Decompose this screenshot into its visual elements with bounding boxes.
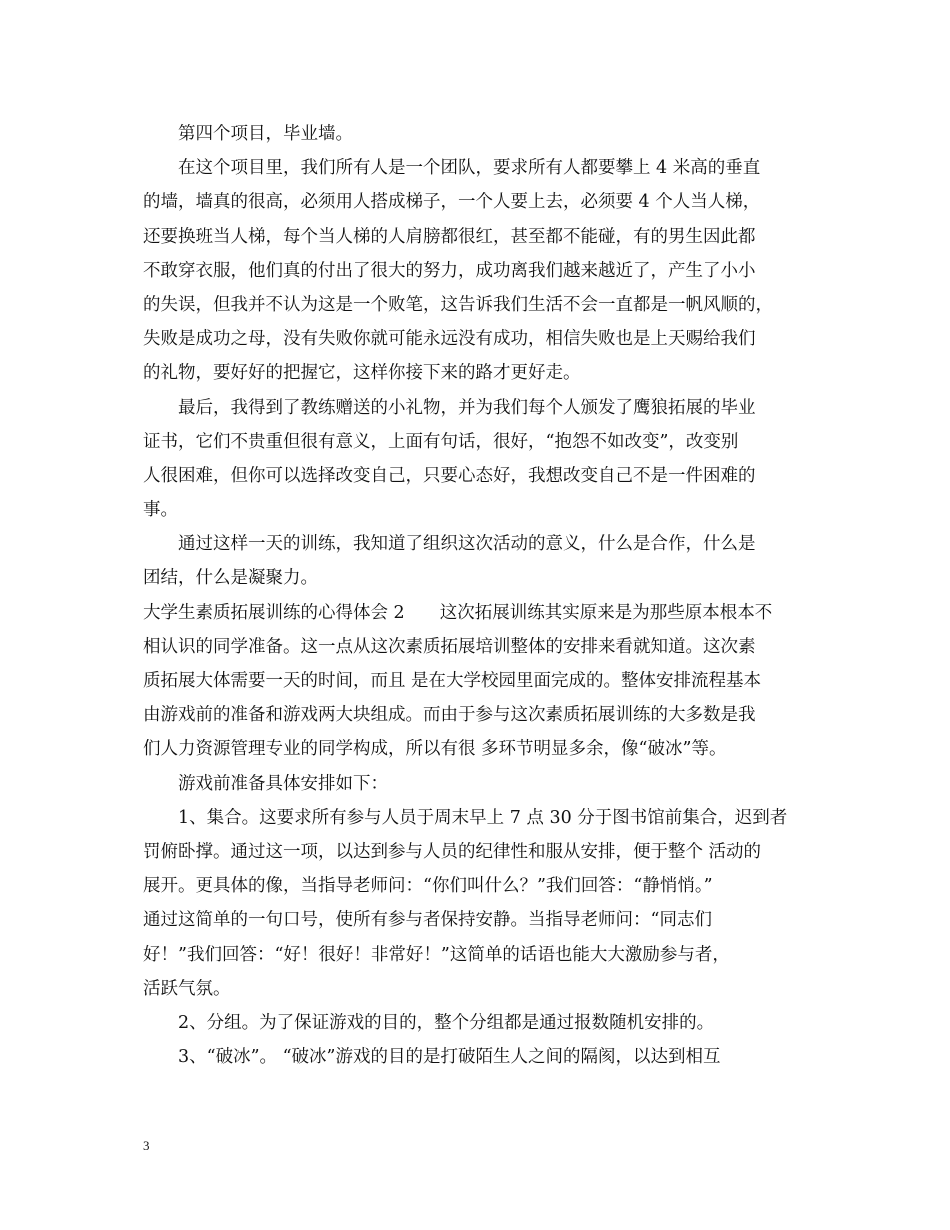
text-line: 2、分组。为了保证游戏的目的，整个分组都是通过报数随机安排的。	[178, 1012, 715, 1033]
text-line: 不敢穿衣服，他们真的付出了很大的努力，成功离我们越来越近了，产生了小小	[143, 260, 756, 281]
text-line: 好！”我们回答：“好！很好！非常好！”这简单的话语也能大大激励参与者，	[143, 944, 730, 965]
document-body	[143, 117, 823, 1074]
text-line: 最后，我得到了教练赠送的小礼物，并为我们每个人颁发了鹰狼拓展的毕业	[178, 397, 756, 418]
text-line: 还要换班当人梯，每个当人梯的人肩膀都很红，甚至都不能碰，有的男生因此都	[143, 226, 756, 247]
text-line: 的墙，墙真的很高，必须用人搭成梯子，一个人要上去，必须要 4 个人当人梯，	[143, 192, 761, 213]
text-line: 1、集合。这要求所有参与人员于周末早上 7 点 30 分于图书馆前集合，迟到者	[178, 807, 788, 828]
text-line: 的失误，但我并不认为这是一个败笔，这告诉我们生活不会一直都是一帆风顺的，	[143, 294, 773, 315]
text-line: 在这个项目里，我们所有人是一个团队，要求所有人都要攀上 4 米高的垂直	[178, 158, 761, 179]
text-line: 质拓展大体需要一天的时间，而且 是在大学校园里面完成的。整体安排流程基本	[143, 671, 762, 691]
text-line: 们人力资源管理专业的同学构成，所以有很 多环节明显多余，像“破冰”等。	[143, 739, 727, 760]
text-line: 游戏前准备具体安排如下：	[178, 773, 388, 794]
text-line: 大学生素质拓展训练的心得体会 2 这次拓展训练其实原来是为那些原本根本不	[143, 602, 773, 623]
page-number: 3	[143, 1138, 150, 1153]
text-line: 相认识的同学准备。这一点从这次素质拓展培训整体的安排来看就知道。这次素	[143, 636, 756, 657]
text-line: 证书，它们不贵重但很有意义，上面有句话，很好，“抱怨不如改变”，改变别	[143, 431, 739, 452]
text-line: 人很困难，但你可以选择改变自己，只要心态好，我想改变自己不是一件困难的	[143, 465, 756, 486]
text-line: 罚俯卧撑。通过这一项，以达到参与人员的纪律性和服从安排，便于整个 活动的	[143, 841, 762, 862]
text-line: 的礼物，要好好的把握它，这样你接下来的路才更好走。	[143, 363, 581, 384]
text-line: 展开。更具体的像，当指导老师问：“你们叫什么？”我们回答：“静悄悄。”	[143, 876, 713, 897]
text-line: 活跃气氛。	[143, 978, 231, 999]
text-line: 由游戏前的准备和游戏两大块组成。而由于参与这次素质拓展训练的大多数是我	[143, 705, 756, 726]
text-line: 第四个项目，毕业墙。	[178, 124, 353, 144]
text-line: 3、“破冰”。 “破冰”游戏的目的是打破陌生人之间的隔阂，以达到相互	[178, 1047, 721, 1068]
text-line: 通过这简单的一句口号，使所有参与者保持安静。当指导老师问：“同志们	[143, 910, 712, 931]
text-line: 失败是成功之母，没有失败你就可能永远没有成功，相信失败也是上天赐给我们	[143, 329, 756, 350]
text-line: 团结，什么是凝聚力。	[143, 568, 318, 589]
text-line: 通过这样一天的训练，我知道了组织这次活动的意义，什么是合作，什么是	[178, 534, 756, 555]
text-line: 事。	[143, 500, 178, 521]
